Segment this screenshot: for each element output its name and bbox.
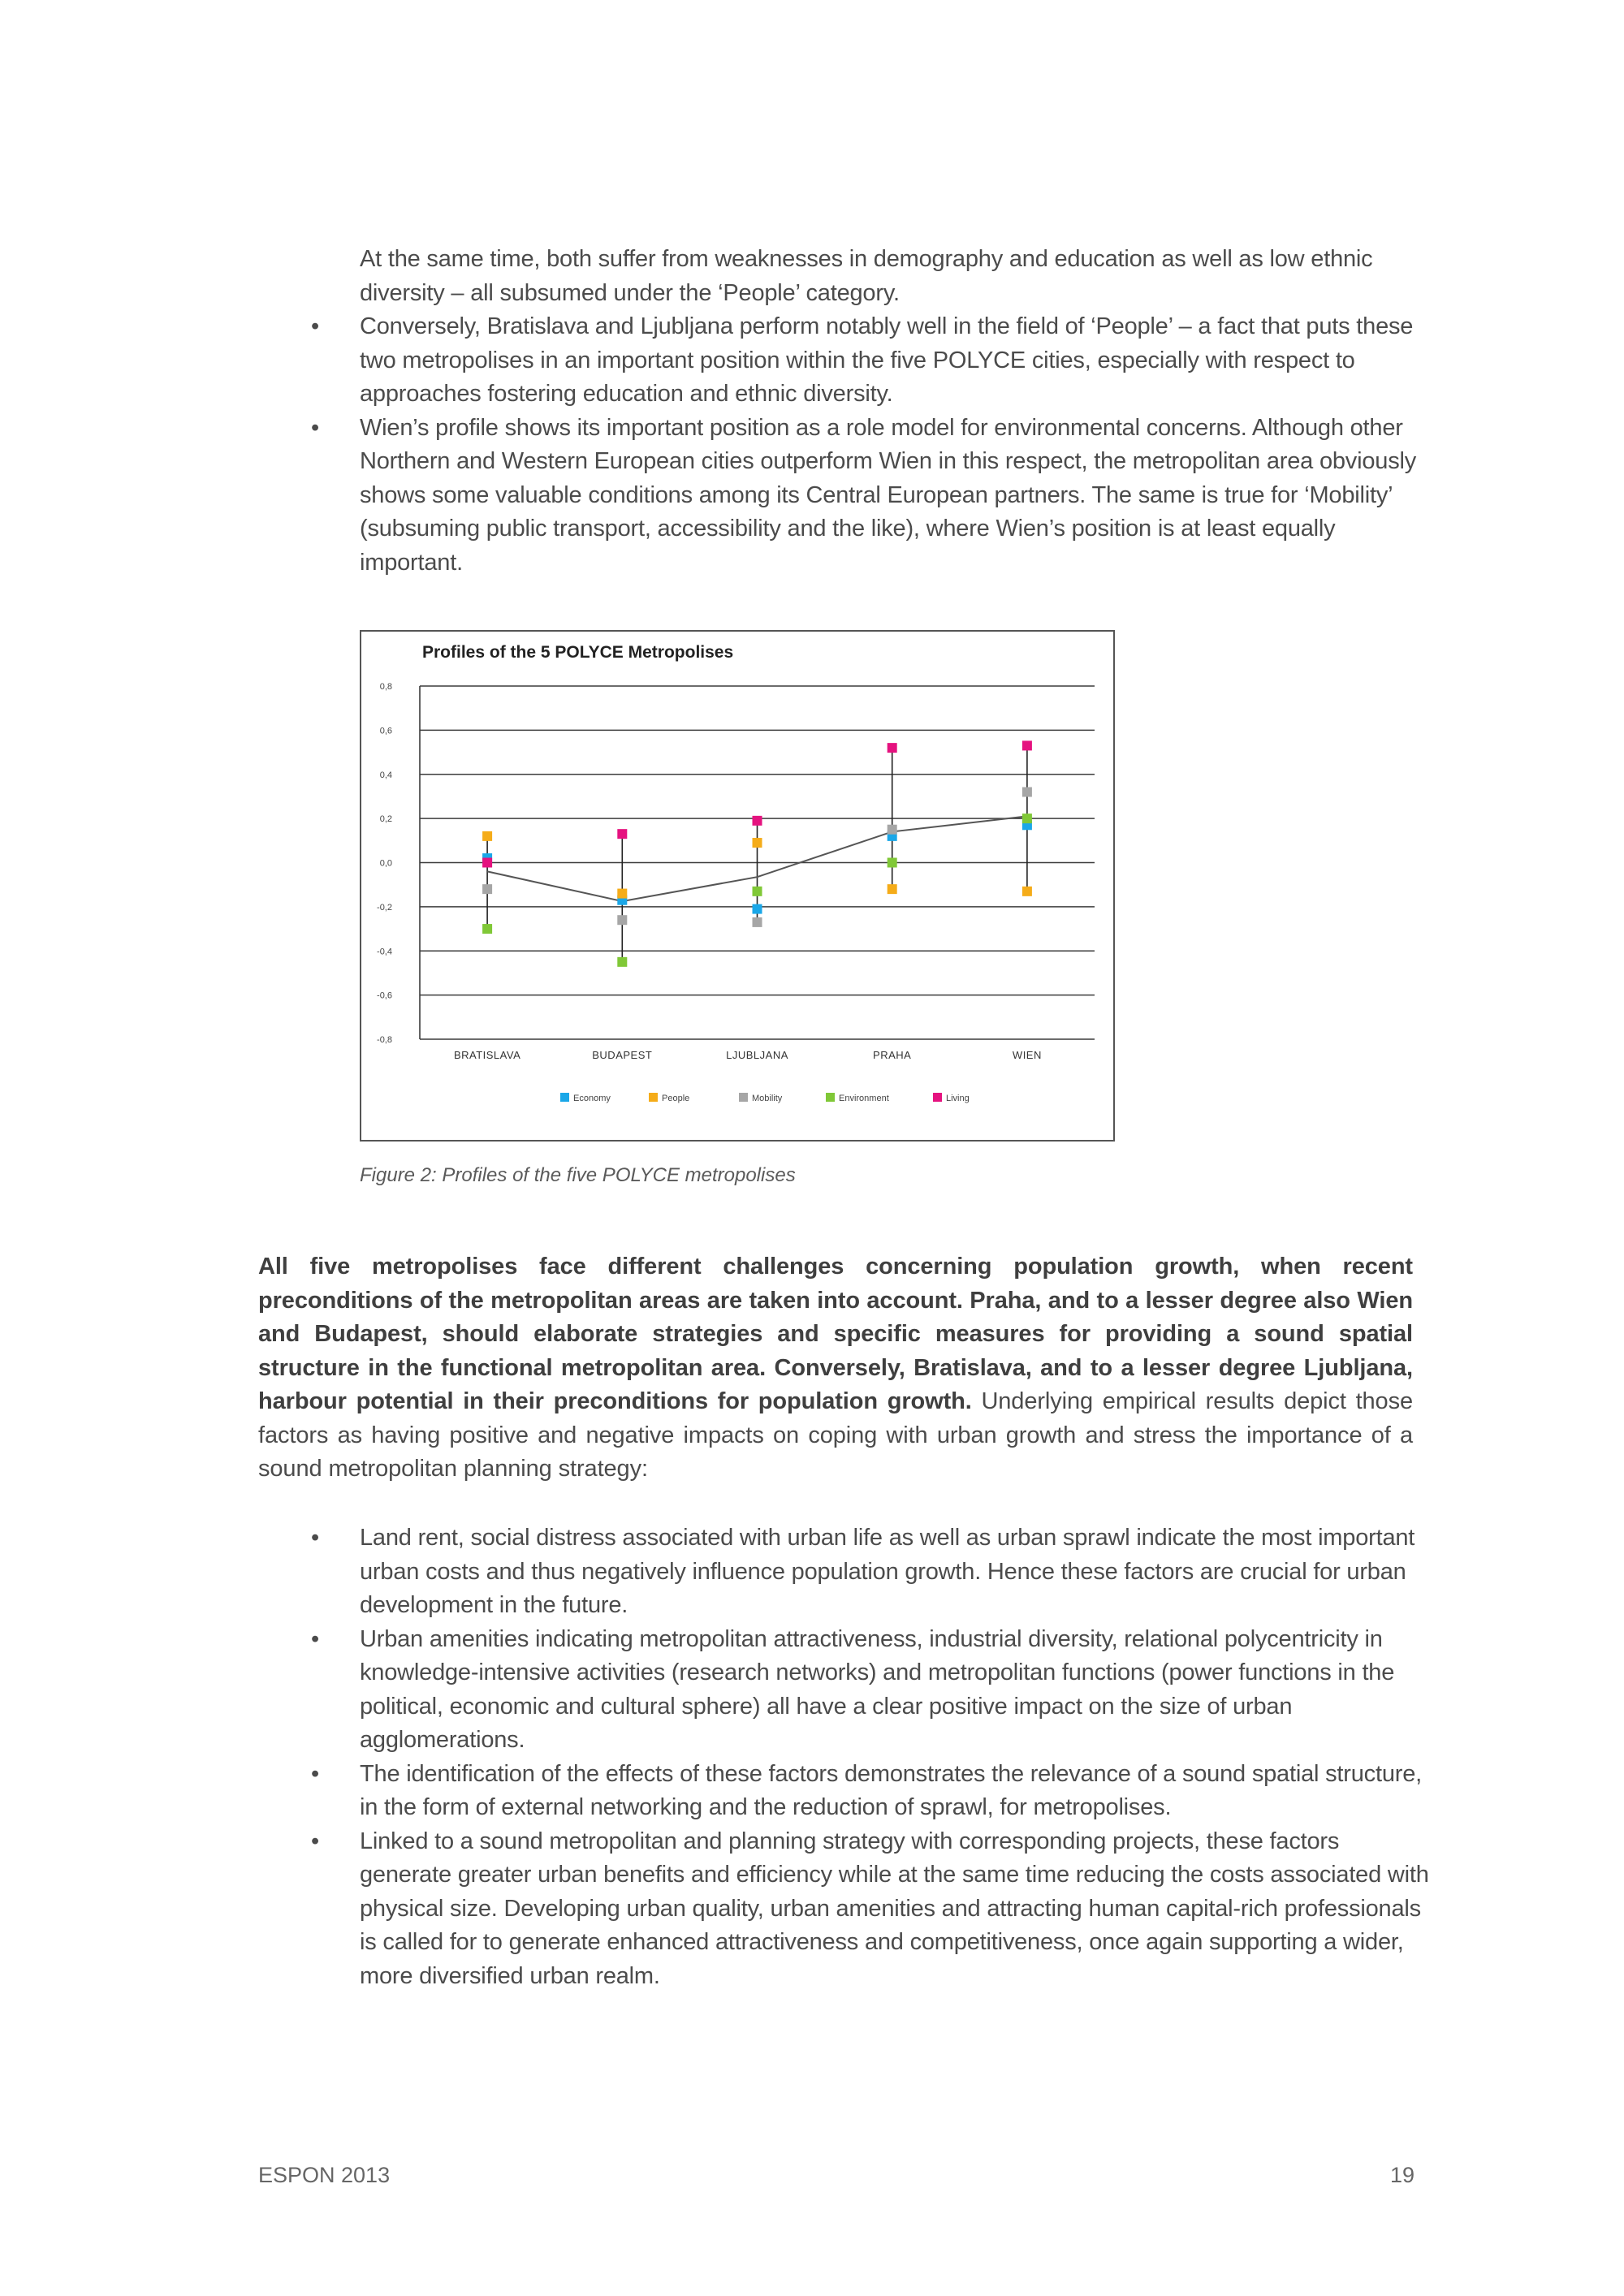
main-paragraph <box>258 1250 1413 1487</box>
list-item: • The identification of the effects of these factors demonstrates the relevance of a sound spatial structure, in the form of external networking and the reduction of sprawl, for metropolises. <box>307 1758 1436 1825</box>
x-axis-labels <box>454 1049 1042 1061</box>
list-item: • Land rent, social distress associated with urban life as well as urban sprawl indicate the most important urban costs and thus negatively influence population growth. Hence these factors are crucial for urban development in the future. <box>307 1521 1436 1623</box>
bullet-icon: • <box>311 1625 319 1652</box>
legend-label: Living <box>946 1094 970 1103</box>
intro-continuation: At the same time, both suffer from weaknesses in demography and education as well as low ethnic diversity – all subsumed under the ‘People’ category. <box>360 246 1373 306</box>
figure-frame <box>360 630 1115 1142</box>
list-item: • Urban amenities indicating metropolitan attractiveness, industrial diversity, relational polycentricity in knowledge-intensive activities (research networks) and metropolitan functions (power functions in the political, economic and cultural sphere) all have a clear positive impact on the size of urban agglomerations. <box>307 1623 1436 1758</box>
legend-label: People <box>662 1094 690 1103</box>
main-paragraph-bold: All five metropolises face different challenges concerning population growth, when recent preconditions of the metropolitan areas are taken into account. Praha, and to a lesser degree also Wien and Budapest, should elaborate strategies and specific measures for providing a sound spatial structure in the functional metropolitan area. Conversely, Bratislava, and to a lesser degree Ljubljana, harbour potential in their preconditions for population growth. <box>258 1254 1413 1414</box>
profiles-chart <box>361 632 1113 1140</box>
chart-title: Profiles of the 5 POLYCE Metropolises <box>422 643 734 662</box>
legend-item <box>560 1093 611 1103</box>
legend-item <box>933 1093 970 1103</box>
y-tick-label: -0,4 <box>377 947 392 957</box>
marker-living-praha <box>888 743 897 753</box>
legend-swatch-icon <box>649 1093 658 1102</box>
legend-label: Environment <box>839 1094 889 1103</box>
y-tick-label: -0,2 <box>377 902 392 913</box>
legend-swatch-icon <box>739 1093 748 1102</box>
x-tick-label: WIEN <box>1012 1049 1042 1061</box>
x-tick-label: BRATISLAVA <box>453 1049 521 1061</box>
bullet-icon: • <box>311 1760 319 1787</box>
marker-people-bratislava <box>482 831 492 841</box>
chart-legend <box>560 1093 970 1103</box>
y-tick-label: 0,0 <box>379 858 392 869</box>
legend-label: Economy <box>573 1094 611 1103</box>
marker-living-bratislava <box>482 858 492 868</box>
range-bars <box>487 745 1027 961</box>
footer-publication: ESPON 2013 <box>258 2163 391 2187</box>
marker-mobility-praha <box>888 825 897 835</box>
list-item: • Wien’s profile shows its important position as a role model for environmental concerns. Although other Northern and Western European cities outperform Wien in this respect, the metropolitan area obviously shows some valuable conditions among its Central European partners. The same is true for ‘Mobility’ (subsuming public transport, accessibility and the like), where Wien’s position is at least equally important. <box>307 412 1436 580</box>
marker-living-budapest <box>617 829 627 839</box>
main-paragraph-regular: Underlying empirical results depict those factors as having positive and negative impacts on coping with urban growth and stress the importance of a sound metropolitan planning strategy: <box>258 1388 1414 1482</box>
list-item: • Conversely, Bratislava and Ljubljana perform notably well in the field of ‘People’ – a fact that puts these two metropolises in an important position within the five POLYCE cities, especially with respect to approaches fostering education and ethnic diversity. <box>307 310 1436 412</box>
marker-people-budapest <box>617 889 627 899</box>
marker-living-ljubljana <box>753 816 762 826</box>
y-tick-label: 0,6 <box>379 726 392 736</box>
y-tick-label: 0,2 <box>379 814 392 825</box>
marker-people-wien <box>1022 887 1032 896</box>
legend-swatch-icon <box>826 1093 835 1102</box>
y-tick-label: -0,6 <box>377 990 392 1001</box>
y-tick-label: -0,8 <box>377 1035 392 1045</box>
x-tick-label: LJUBLJANA <box>726 1049 788 1061</box>
marker-economy-ljubljana <box>753 904 762 914</box>
legend-item <box>649 1093 689 1103</box>
legend-item <box>826 1093 889 1103</box>
legend-label: Mobility <box>752 1094 783 1103</box>
marker-mobility-bratislava <box>482 884 492 894</box>
bullet-icon: • <box>311 414 319 441</box>
marker-mobility-ljubljana <box>753 917 762 927</box>
marker-environment-bratislava <box>482 924 492 934</box>
x-tick-label: BUDAPEST <box>592 1049 653 1061</box>
y-tick-label: 0,4 <box>379 770 392 780</box>
marker-living-wien <box>1022 740 1032 750</box>
bullet-list-bottom <box>307 1521 1436 1993</box>
legend-swatch-icon <box>560 1093 569 1102</box>
marker-environment-budapest <box>617 957 627 967</box>
legend-item <box>739 1093 783 1103</box>
figure-caption: Figure 2: Profiles of the five POLYCE metropolises <box>360 1164 796 1186</box>
marker-people-praha <box>888 884 897 894</box>
bullet-icon: • <box>311 1525 319 1551</box>
marker-environment-ljubljana <box>753 887 762 896</box>
marker-environment-praha <box>888 858 897 868</box>
bullet-list-top <box>307 310 1436 580</box>
bullet-icon: • <box>311 313 319 339</box>
legend-swatch-icon <box>933 1093 942 1102</box>
marker-environment-wien <box>1022 814 1032 823</box>
marker-mobility-wien <box>1022 788 1032 797</box>
y-tick-label: 0,8 <box>379 682 392 692</box>
y-axis-ticks <box>377 682 392 1045</box>
x-tick-label: PRAHA <box>873 1049 912 1061</box>
page-number: 19 <box>1389 2163 1415 2187</box>
bullet-icon: • <box>311 1828 319 1854</box>
marker-people-ljubljana <box>753 838 762 848</box>
marker-mobility-budapest <box>617 915 627 925</box>
list-item: • Linked to a sound metropolitan and planning strategy with corresponding projects, these factors generate greater urban benefits and efficiency while at the same time reducing the costs associated with physical size. Developing urban quality, urban amenities and attracting human capital-rich professionals is called for to generate enhanced attractiveness and competitiveness, once again supporting a wider, more diversified urban realm. <box>307 1825 1436 1994</box>
